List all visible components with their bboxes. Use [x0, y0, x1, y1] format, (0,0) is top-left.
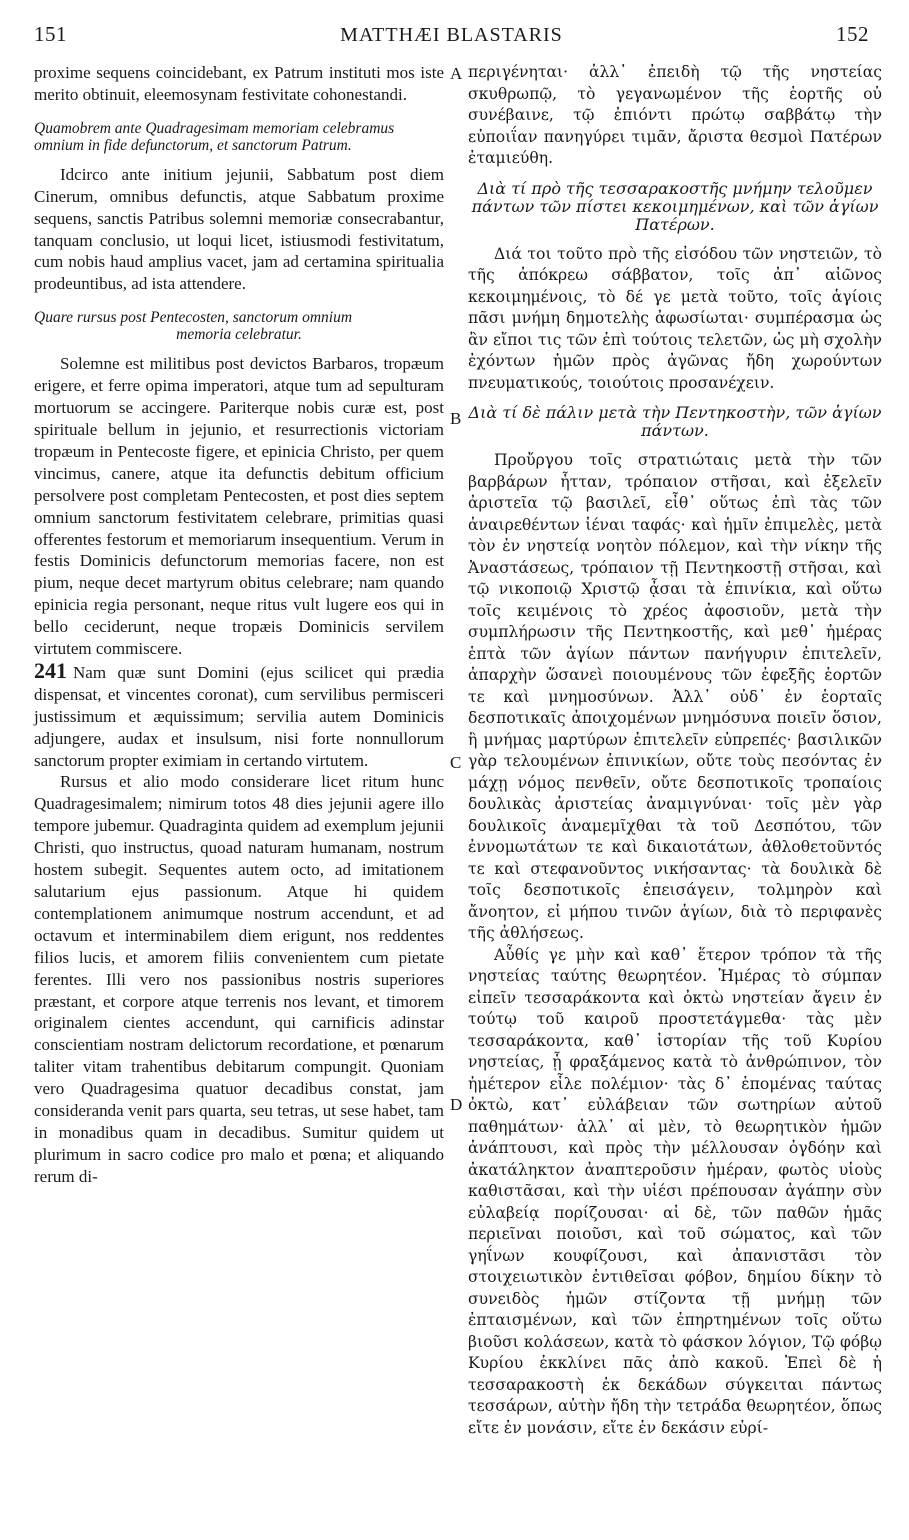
greek-paragraph-1: περιγένηται· ἀλλ᾽ ἐπειδὴ τῷ τῆς νηστείας σκυθρωπῷ, τὸ γεγανωμένον τῆς ἑορτῆς οὐ συνέβαινε, τῷ ἐπιόντι πρώτῳ σαββάτῳ τὴν εὐποιΐαν πανηγύρει τιμᾶν, ἄριστα θεσμοὶ Πατέρων ἐταμιεύθη.	[468, 63, 882, 167]
section-marker-d: D	[450, 1095, 463, 1114]
latin-paragraph-3: Solemne est militibus post devictos Barbaros, tropæum erigere, et ferre opima imperatori, atque tum ad sepulturam mortuorum se accingere. Pariterque nobis curæ est, post spirituale bellum in jejunio, et resurrectionis victoriam tropæum in Pentecoste figere, et epinicia Christo, per quem vincimus, canere, atque ita defunctis debitum officium persolvere post completam Pentecosten, et post dies septem omnium sanctorum festivitatem celebrare, primitias quasi offerentes festorum et memoriarum insequentium. Verum in festis Dominicis defunctorum memorias facere, non est pium, neque decet martyrum obitus celebrare; nam quando epinicia regia personant, neque ritus vult lugere eos qui in bello ceciderunt, neque tropæis Dominicis servilem virtutem commiscere.	[34, 354, 444, 659]
latin-paragraph-1: proxime sequens coincidebant, ex Patrum instituti mos iste merito obtinuit, eleemosynam festivitate cohonestandi.	[34, 63, 444, 104]
greek-heading-2: Διὰ τί δὲ πάλιν μετὰ τὴν Πεντηκοστὴν, τῶν ἁγίων πάντων.	[468, 403, 882, 440]
greek-paragraph-3: Προὔργου τοῖς στρατιώταις μετὰ τὴν τῶν βαρβάρων ἧτταν, τρόπαιον στῆσαι, καὶ ἐξελεῖν ἀριστεῖα τῷ βασιλεῖ, εἶθ᾽ οὕτως ἐπὶ τὰς τῶν ἀναιρεθέντων ἰέναι ταφάς· καὶ ἡμῖν ἐπιμελὲς, μετὰ τὸν ἐν νηστείᾳ νοητὸν πόλεμον, καὶ τὴν νίκην τῆς Ἀναστάσεως, τρόπαιον τῇ Πεντηκοστῇ στῆσαι, καὶ τῷ νικοποιῷ Χριστῷ ᾆσαι τὰ ἐπινίκια, καὶ οὕτω τοῖς κειμένοις τὸ χρέος ἀφοσιοῦν, μετὰ τὴν συμπλήρωσιν τῆς Πεντηκοστῆς, καὶ μεθ᾽ ἡμέρας ἑπτὰ τῶν ἁγίων πάντων πανήγυριν ἐπιτελεῖν, ἀπαρχὴν ὥσανεὶ ποιουμένους τῶν ἐφεξῆς ἑορτῶν τε καὶ μνημοσύνων. Ἀλλ᾽ οὐδ᾽ ἐν ἑορταῖς δεσποτικαῖς ἀποιχομένων μνημόσυνα ποιεῖν ὅσιον, ἢ μνήμας μαρτύρων ἐπιτελεῖν εὐπρεπές· βασιλικῶν γὰρ τελουμένων ἐπινικίων, οὔτε τοὺς πεσόντας ἐν μάχῃ νόμος πενθεῖν, οὔτε δεσποτικοῖς τροπαίοις δουλικὰς ἀριστείας ἀναμιγνύναι· τοῖς μὲν γὰρ δουλικοῖς ἀναμεμῖχθαι τὰ τοῦ Δεσπότου, τῶν ἐννομωτάτων τε καὶ δικαιοτάτων, ἀθλοθετοῦντός τε καὶ στεφανοῦντος νικήσαντας· τὰ δουλικὰ δὲ τοῖς δεσποτικοῖς ἐπεισάγειν, τολμηρὸν καὶ ἄνοητον, εἰ μήπου τινῶν ἁγίων, διὰ τὸ περιφανὲς τῆς ἀθλήσεως.	[468, 451, 882, 942]
latin-heading-2-line-2: memoria celebratur.	[176, 326, 302, 344]
latin-heading-2-line-1: Quare rursus post Pentecosten, sanctorum omnium	[34, 309, 353, 327]
latin-paragraph-2: Idcirco ante initium jejunii, Sabbatum post diem Cinerum, omnibus defunctis, atque Sabbatum proxime sequens, sanctis Patribus solemni memoriæ consecrabantur, tanquam conclusio, ut loqui licet, istiusmodi festivitatum, cum nobis haud amplius vacet, jam ad certamina spiritualia prodeuntibus, ad ista attendere.	[34, 164, 444, 294]
column-number-marker: 241	[34, 657, 67, 683]
left-page-number: 151	[34, 22, 67, 46]
section-marker-a: A	[450, 64, 463, 83]
latin-paragraph-4	[34, 657, 444, 772]
running-title: MATTHÆI BLASTARIS	[340, 24, 563, 46]
greek-heading-1: Διὰ τί πρὸ τῆς τεσσαρακοστῆς μνήμην τελοῦμεν πάντων τῶν πίστει κεκοιμημένων, καὶ τῶν ἁγίων Πατέρων.	[471, 178, 879, 234]
greek-paragraph-2: Διά τοι τοῦτο πρὸ τῆς εἰσόδου τῶν νηστειῶν, τὸ τῆς ἀπόκρεω σάββατον, τοῖς ἀπ᾽ αἰῶνος κεκοιμημένοις, τὸ δέ γε μετὰ τοῦτο, τοῖς ἁγίοις πᾶσι μνήμη δημοτελὴς ἀφωσίωται· συμπέρασμα ὡς ἂν εἴποι τις τῶν ἐπὶ τούτοις τελετῶν, ὡς μὴ σχολὴν ἐχόντων ἡμῶν πρὸς ἀγῶνας ἤδη χωρούντων πνευματικούς, τοιούτοις προσανέχειν.	[468, 244, 882, 392]
greek-paragraph-4: Αὖθίς γε μὴν καὶ καθ᾽ ἕτερον τρόπον τὰ τῆς νηστείας ταύτης θεωρητέον. Ἡμέρας τὸ σύμπαν εἰπεῖν τεσσαράκοντα καὶ ὀκτὼ νηστείαν ἄγειν ἐν τούτῳ τοῦ καιροῦ προστετάγμεθα· τὰς μὲν τεσσαράκοντα, καθ᾽ ἱστορίαν τῆς τοῦ Κυρίου νηστείας, ᾗ φραξάμενος κατὰ τὸ ἀνθρώπινον, τὸν ἡμέτερον εἷλε πολέμιον· τὰς δ᾽ ἑπομένας ταύτας ὀκτὼ, κατ᾽ εὐλάβειαν τῶν σωτηρίων αὐτοῦ παθημάτων· ἀλλ᾽ αἱ μὲν, τὸ θεωρητικὸν ἡμῶν ἀνάπτουσι, καὶ πρὸς τὴν μέλλουσαν ὀγδόην καὶ ἀκατάληκτον ἀναπτεροῦσιν ἡμέραν, φωτὸς υἱοὺς καθιστᾶσαι, καὶ τὴν υἱέσι πρέπουσαν ἀγάπην σὺν εὐλαβείᾳ πορίζουσαι· αἱ δὲ, τῶν παθῶν ἡμᾶς περιεῖναι ποιοῦσι, καὶ τοῦ σώματος, καὶ τῶν γηΐνων κουφίζουσι, καὶ ἀπανιστᾶσι τὸν στοιχειωτικὸν ἐντιθεῖσαι φόβον, δημίου δίκην τὸ συνειδὸς ἡμῶν στίζοντα τῇ μνήμῃ τῶν ἐπταισμένων, καὶ τῶν ἐπηρτημένων τοῖς οὕτω βιοῦσι κολάσεων, κατὰ τὸ φάσκον λόγιον, Τῷ φόβῳ Κυρίου ἐκκλίνει πᾶς ἀπὸ κακοῦ. Ἐπεὶ δὲ ἡ τεσσαρακοστὴ ἐκ δεκάδων σύγκειται πάντως τεσσάρων, αὐτὴν ἤδη τὴν τετράδα θεωρητέον, ὅπως εἴτε ἐν μονάσιν, εἴτε ἐν δεκάσιν εὑρί-	[468, 945, 882, 1437]
latin-paragraph-5: Rursus et alio modo considerare licet ritum hunc Quadragesimalem; nimirum totos 48 dies jejunii agere illo tempore jubemur. Quadraginta quidem ad exemplum jejunii Christi, quo instructus, quoad naturam humanam, nostrum hostem subegit. Sequentes autem octo, ad imitationem salutarium ejus passionum. Atque hi quidem contemplationem animumque nostrum accendunt, et ad octavum et interminabilem diem erigunt, nos reddentes filios lucis, et amorem filiis convenientem cum pietate ferentes. Illi vero nos passionibus nostris superiores præstant, et corpore atque terrenis nos levant, et timorem originalem cientes accendunt, qui carnificis adinstar conscientiam nostram delictorum recordatione, et pœnarum taliter vitam trahentibus debitarum compungit. Quoniam vero Quadragesima quatuor decadibus constat, jam consideranda venit pars quarta, seu tetras, ut sese habet, tam in monadibus quam in decadibus. Sumitur quidem ut plurimum in sacro codice pro malo et pœna; et aliquando rerum di-	[34, 772, 444, 1186]
latin-paragraph-4-text: Nam quæ sunt Domini (ejus scilicet qui prædia dispensat, et vincentes coronat), cum servilibus permisceri justissimum et æquissimum; servilia autem Dominicis adjungere, audax et insulsum, nisi forte nonnullorum sanctorum propter eximiam in certando virtutem.	[34, 662, 444, 770]
latin-column	[34, 62, 444, 1188]
page-header	[34, 22, 869, 52]
latin-heading-1: Quamobrem ante Quadragesimam memoriam celebramus omnium in fide defunctorum, et sanctorum Patrum.	[34, 119, 395, 154]
section-marker-b: B	[450, 409, 462, 428]
latin-heading-2	[34, 309, 444, 343]
greek-column	[468, 62, 882, 1439]
section-marker-c: C	[450, 753, 462, 772]
right-page-number: 152	[835, 22, 869, 46]
